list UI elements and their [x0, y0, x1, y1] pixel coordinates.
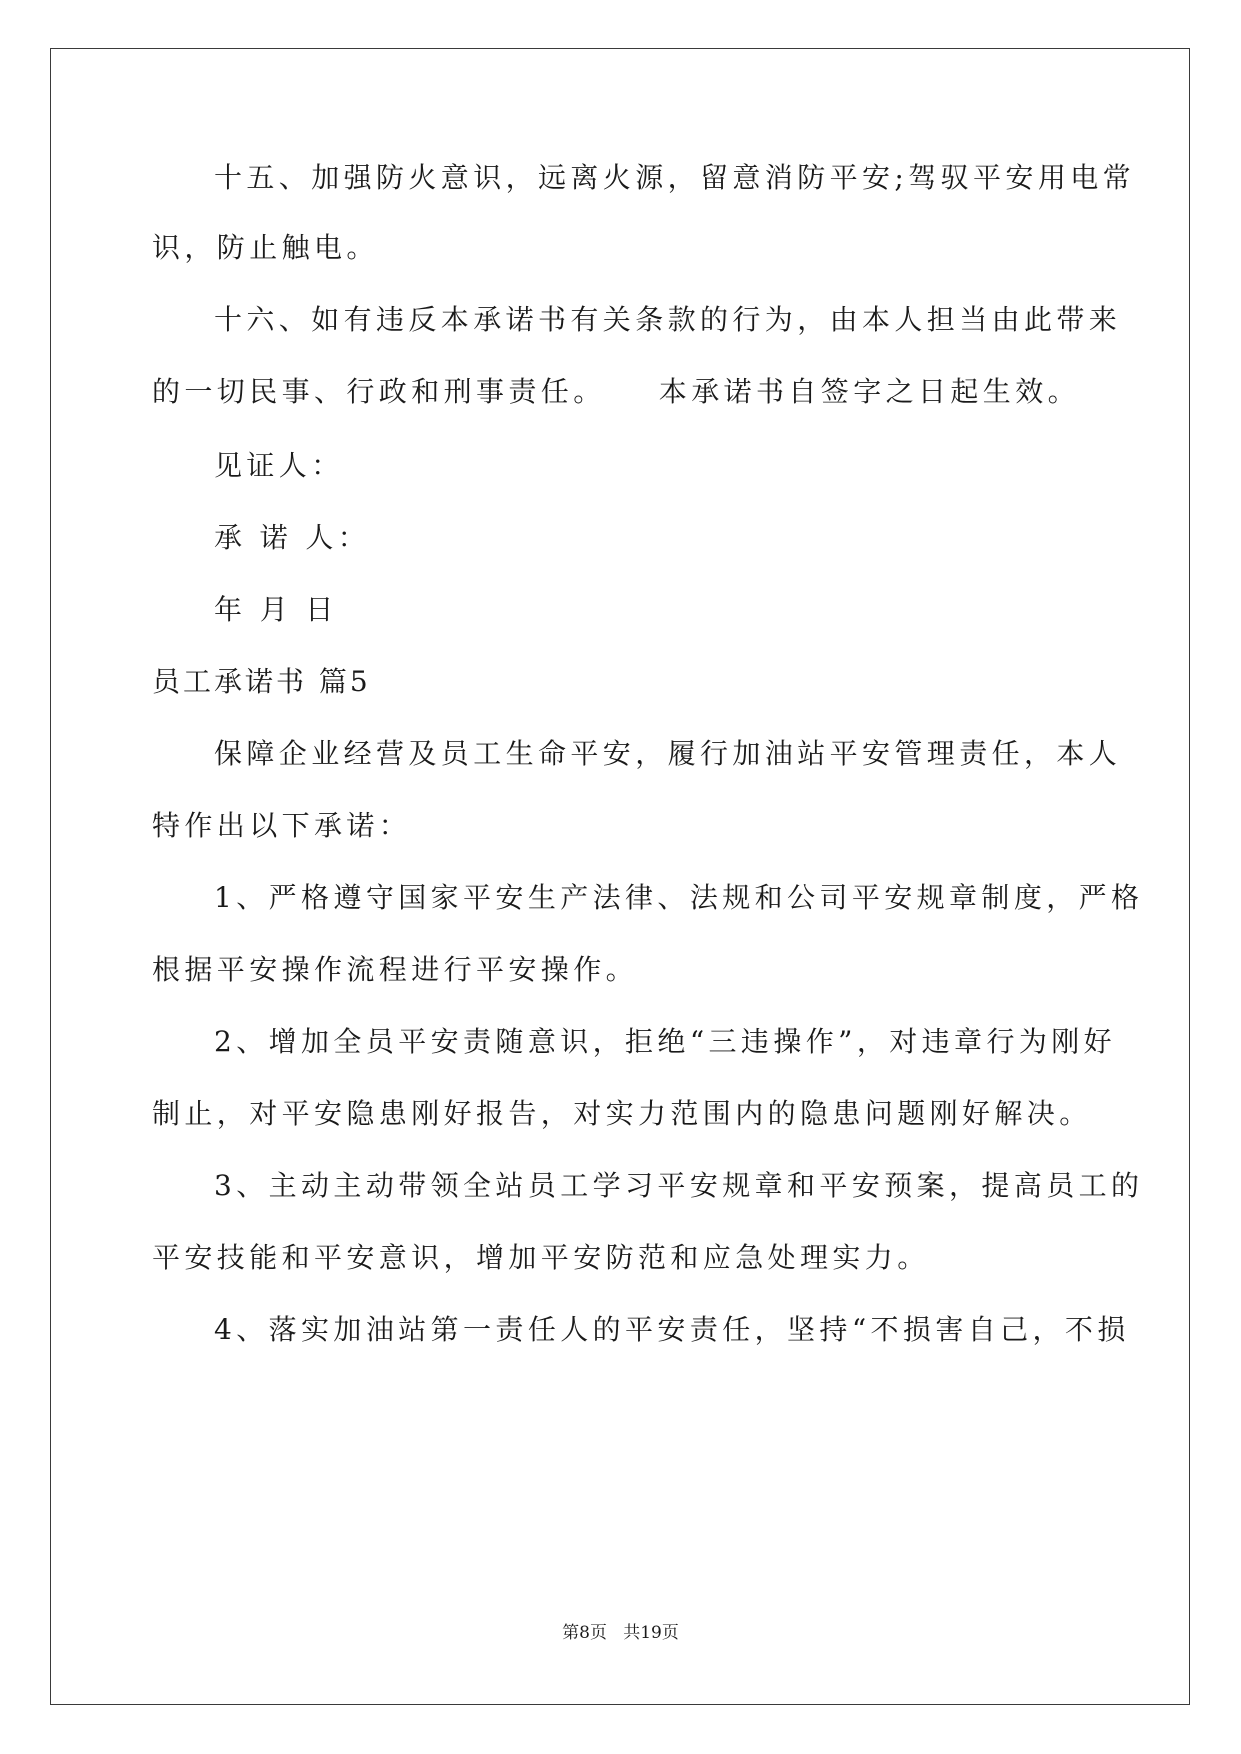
page-border [50, 48, 1190, 1705]
paragraph-line: 1、严格遵守国家平安生产法律、法规和公司平安规章制度，严格 [214, 881, 1144, 914]
page-footer [0, 1621, 1241, 1645]
promisor-label: 承 诺 人： [214, 521, 371, 554]
section-heading: 员工承诺书 篇5 [152, 665, 371, 698]
paragraph-line: 十六、如有违反本承诺书有关条款的行为，由本人担当由此带来 [214, 303, 1122, 336]
paragraph-line: 保障企业经营及员工生命平安，履行加油站平安管理责任，本人 [214, 737, 1122, 770]
date-label: 年 月 日 [214, 593, 338, 626]
page-total: 共19页 [623, 1623, 679, 1643]
paragraph-line: 平安技能和平安意识，增加平安防范和应急处理实力。 [152, 1241, 930, 1274]
paragraph-line: 的一切民事、行政和刑事责任。 本承诺书自签字之日起生效。 [152, 375, 1081, 408]
paragraph-line: 特作出以下承诺： [152, 809, 412, 842]
paragraph-line: 根据平安操作流程进行平安操作。 [152, 953, 639, 986]
paragraph-line: 识，防止触电。 [152, 231, 379, 264]
paragraph-line: 制止，对平安隐患刚好报告，对实力范围内的隐患问题刚好解决。 [152, 1097, 1092, 1130]
paragraph-line: 4、落实加油站第一责任人的平安责任，坚持“不损害自己，不损 [214, 1313, 1130, 1346]
witness-label: 见证人： [214, 449, 344, 482]
paragraph-line: 3、主动主动带领全站员工学习平安规章和平安预案，提高员工的 [214, 1169, 1144, 1202]
page-number: 第8页 [562, 1623, 607, 1643]
paragraph-line: 十五、加强防火意识，远离火源，留意消防平安;驾驭平安用电常 [214, 161, 1136, 194]
paragraph-line: 2、增加全员平安责随意识，拒绝“三违操作”，对违章行为刚好 [214, 1025, 1117, 1058]
